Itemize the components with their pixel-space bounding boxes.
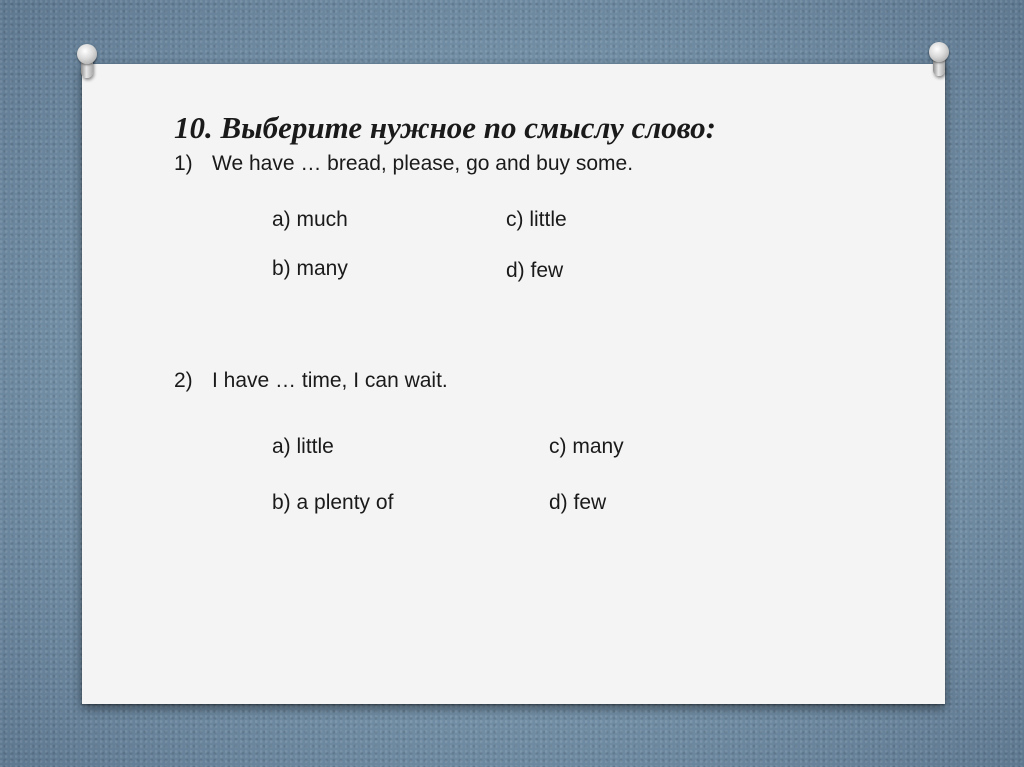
option-1d[interactable]: d) few — [506, 259, 564, 282]
question-text: We have … bread, please, go and buy some. — [212, 152, 634, 175]
pushpin-icon — [74, 44, 100, 80]
question-1 — [174, 152, 633, 176]
question-number: 2) — [174, 369, 193, 392]
option-1c[interactable]: c) little — [506, 208, 567, 231]
pushpin-icon — [926, 42, 952, 78]
option-2d[interactable]: d) few — [549, 491, 607, 514]
option-2b[interactable]: b) a plenty of — [272, 491, 394, 514]
option-1b[interactable]: b) many — [272, 257, 348, 280]
option-2a[interactable]: a) little — [272, 435, 334, 458]
question-number: 1) — [174, 152, 193, 175]
option-2c[interactable]: c) many — [549, 435, 624, 458]
option-1a[interactable]: a) much — [272, 208, 348, 231]
slide-heading: 10. Выберите нужное по смыслу слово: — [174, 110, 717, 145]
question-text: I have … time, I can wait. — [212, 369, 448, 392]
question-2 — [174, 369, 448, 393]
